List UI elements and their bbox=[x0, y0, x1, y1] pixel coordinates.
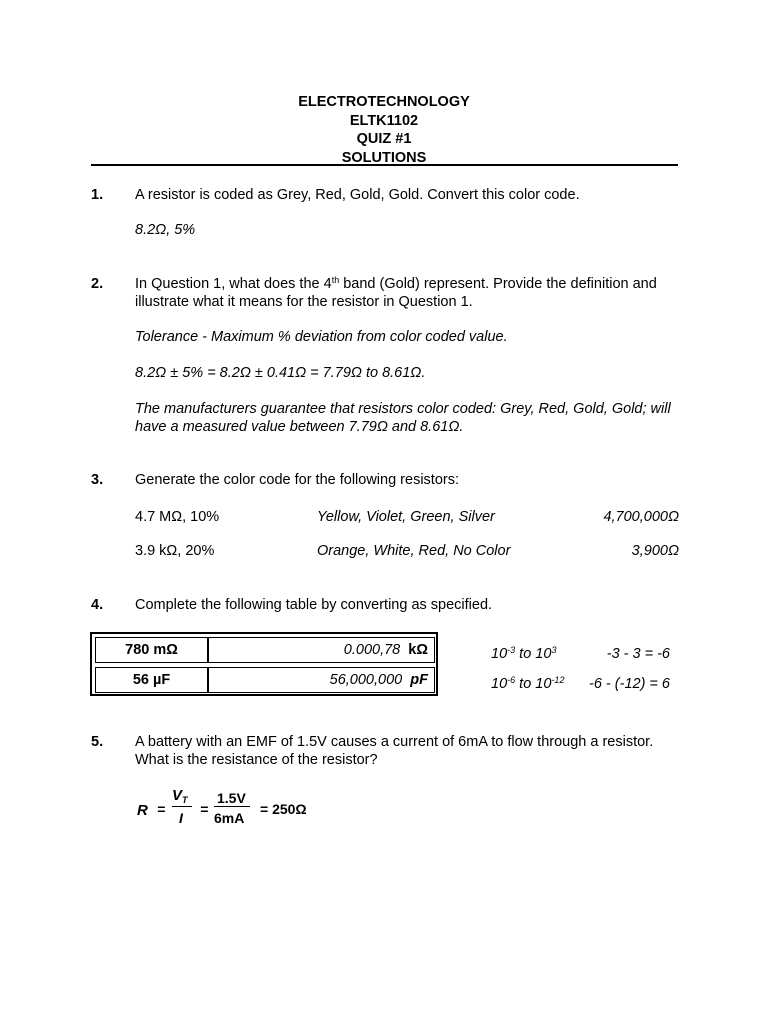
q2-answer-guarantee: The manufacturers guarantee that resistors color coded: Grey, Red, Gold, Gold; will have a measured value between 7.79Ω and 8.61Ω. bbox=[135, 401, 671, 435]
q4-row1-range-exp-to: 3 bbox=[551, 645, 557, 655]
q1-number: 1. bbox=[91, 187, 104, 203]
q4-row1-range bbox=[491, 645, 556, 663]
q2-text-part1: In Question 1, what does the 4 bbox=[135, 276, 332, 292]
document-header bbox=[0, 93, 768, 167]
solutions-label: SOLUTIONS bbox=[341, 149, 427, 166]
formula-result: = 250Ω bbox=[260, 801, 307, 817]
formula-denominator-i: I bbox=[179, 810, 183, 826]
q4-row1-range-exp-from: -3 bbox=[507, 645, 516, 655]
quiz-title: QUIZ #1 bbox=[356, 131, 412, 147]
course-code: ELTK1102 bbox=[349, 112, 419, 129]
q2-number: 2. bbox=[91, 276, 104, 292]
table-row2-result-value: 56,000,000 bbox=[329, 672, 403, 688]
formula-numerator-v bbox=[172, 787, 188, 805]
conversion-table bbox=[90, 632, 438, 696]
q3-row2-value: 3.9 kΩ, 20% bbox=[135, 543, 215, 559]
formula-lhs: R bbox=[137, 802, 148, 819]
q4-number: 4. bbox=[91, 597, 104, 613]
course-department: ELECTROTECHNOLOGY bbox=[298, 94, 470, 110]
table-row2-result bbox=[208, 667, 435, 693]
formula-denominator-current: 6mA bbox=[214, 810, 245, 826]
q1-text: A resistor is coded as Grey, Red, Gold, Gold. Convert this color code. bbox=[135, 187, 580, 203]
q4-text: Complete the following table by converting as specified. bbox=[135, 597, 493, 613]
q1-answer: 8.2Ω, 5% bbox=[135, 222, 196, 238]
table-row2-given: 56 µF bbox=[95, 667, 208, 693]
q3-row2-ohms: 3,900Ω bbox=[631, 543, 679, 559]
q4-row1-range-to: to 10 bbox=[515, 646, 552, 662]
q2-text-sup: th bbox=[331, 275, 340, 285]
table-row1-result-value: 0.000,78 bbox=[343, 642, 401, 658]
q3-row1-code: Yellow, Violet, Green, Silver bbox=[317, 509, 495, 525]
q3-text: Generate the color code for the following resistors: bbox=[135, 472, 459, 488]
header-rule bbox=[91, 164, 678, 166]
formula-equals-2: = bbox=[200, 801, 209, 817]
q2-text bbox=[135, 275, 680, 311]
q3-number: 3. bbox=[91, 472, 104, 488]
q4-row2-range-exp-to: -12 bbox=[551, 675, 565, 685]
formula-equals-1: = bbox=[157, 801, 166, 817]
q5-number: 5. bbox=[91, 734, 104, 750]
q5-text: A battery with an EMF of 1.5V causes a current of 6mA to flow through a resistor. What is the resistance of the resistor? bbox=[135, 734, 654, 768]
formula-fraction-bar-1 bbox=[172, 806, 192, 807]
q4-row2-range-base: 10 bbox=[491, 676, 508, 692]
q2-text-part2: band (Gold) represent. Provide the definition and illustrate what it means for the resistor in Question 1. bbox=[135, 276, 657, 310]
q3-row2-code: Orange, White, Red, No Color bbox=[317, 543, 511, 559]
table-row1-result bbox=[208, 637, 435, 663]
q4-row2-calc: -6 - (-12) = 6 bbox=[589, 676, 670, 692]
q4-row2-range bbox=[491, 675, 564, 693]
q4-row1-calc: -3 - 3 = -6 bbox=[606, 646, 670, 662]
q3-row1-value: 4.7 MΩ, 10% bbox=[135, 509, 220, 525]
q4-row1-range-base: 10 bbox=[491, 646, 508, 662]
q3-row1-ohms: 4,700,000Ω bbox=[603, 509, 679, 525]
table-row1-result-unit: kΩ bbox=[408, 642, 428, 658]
table-row2-result-unit: pF bbox=[410, 672, 428, 688]
table-row1-given: 780 mΩ bbox=[95, 637, 208, 663]
formula-fraction-bar-2 bbox=[214, 806, 250, 807]
q2-answer-calculation: 8.2Ω ± 5% = 8.2Ω ± 0.41Ω = 7.79Ω to 8.61Ω. bbox=[135, 365, 426, 381]
q4-row2-range-to: to 10 bbox=[515, 676, 552, 692]
q4-row2-range-exp-from: -6 bbox=[507, 675, 516, 685]
formula-v-sub: T bbox=[182, 795, 188, 805]
q2-answer-definition: Tolerance - Maximum % deviation from color coded value. bbox=[135, 329, 508, 345]
formula-numerator-voltage: 1.5V bbox=[217, 790, 246, 806]
formula-v: V bbox=[172, 787, 183, 804]
